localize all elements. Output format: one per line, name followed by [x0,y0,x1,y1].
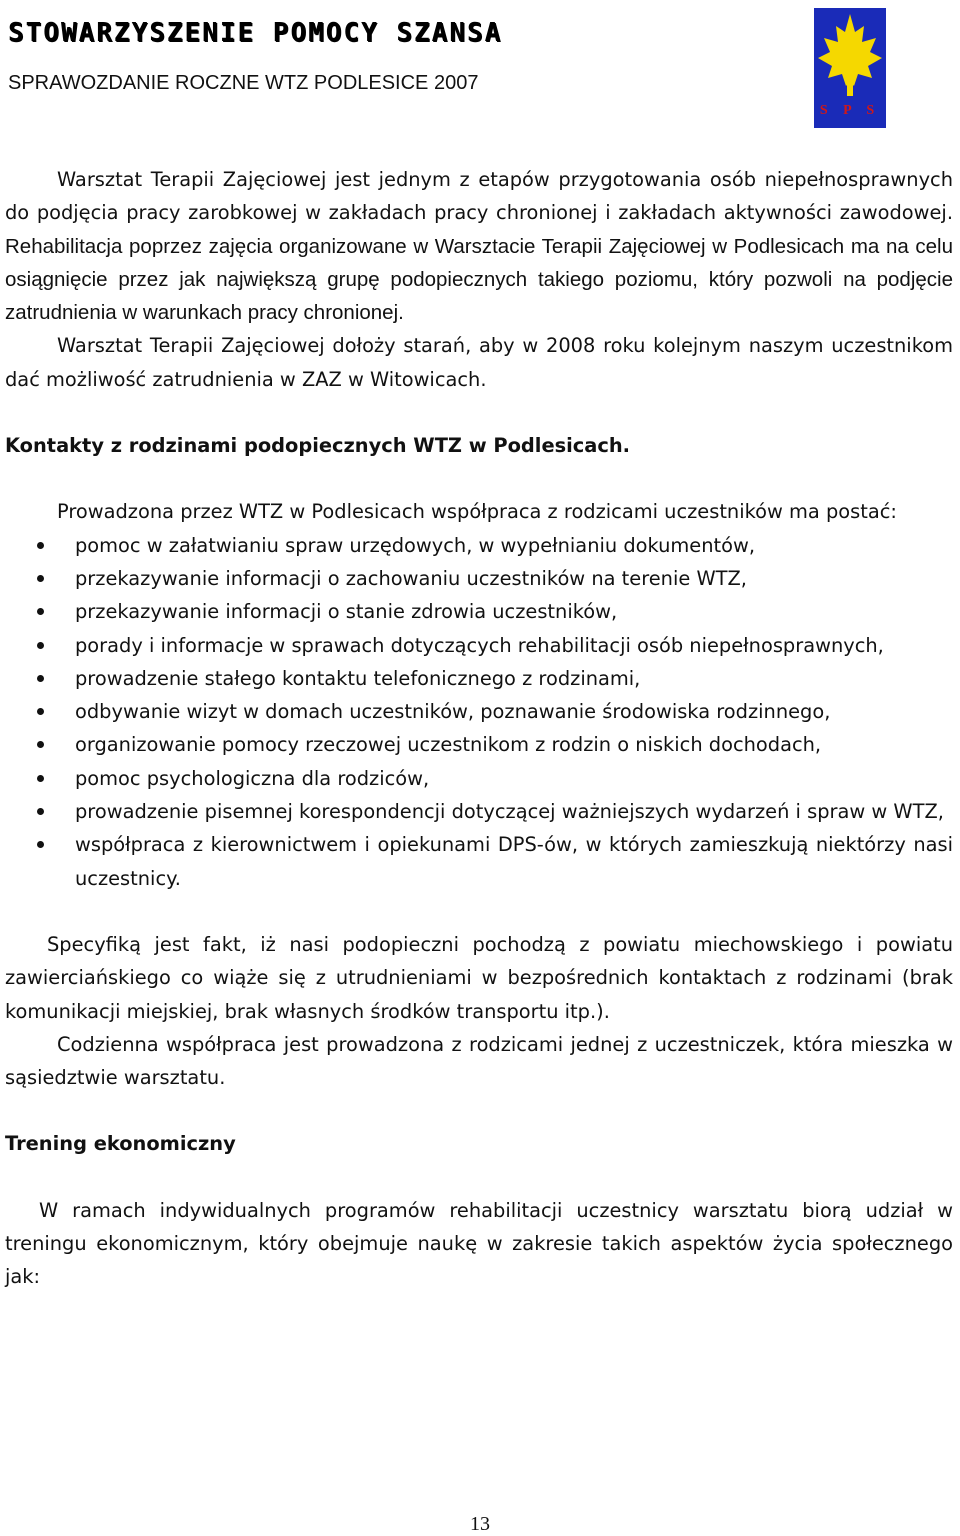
page-number: 13 [470,1513,490,1535]
organization-logo [814,8,886,128]
list-item: przekazywanie informacji o stanie zdrowia uczestników, [5,595,953,628]
section-heading-contacts: Kontakty z rodzinami podopiecznych WTZ w Podlesicach. [5,434,631,458]
bullet-icon [37,675,44,682]
bullet-icon [37,841,44,848]
list-item: prowadzenie stałego kontaktu telefonicznego z rodzinami, [5,662,953,695]
intro-paragraph-2: Warsztat Terapii Zajęciowej dołoży starań, aby w 2008 roku kolejnym naszym uczestnikom dać możliwość zatrudnienia w ZAZ w Witowicach. [5,334,953,391]
daily-cooperation-paragraph: Codzienna współpraca jest prowadzona z rodzicami jednej z uczestniczek, która mieszka w sąsiedztwie warsztatu. [5,1032,953,1090]
intro-text-part1: Warsztat Terapii Zajęciowej jest jednym z etapów przygotowania osób niepełnosprawnych do podjęcia pracy zarobkowej w zakładach pracy chronionej i zakładach aktywności zawodowej. [5,168,953,225]
list-item: pomoc w załatwianiu spraw urzędowych, w wypełnianiu dokumentów, [5,529,953,562]
list-item: pomoc psychologiczna dla rodziców, [5,762,953,795]
document-body [5,163,953,1294]
list-item: odbywanie wizyt w domach uczestników, poznawanie środowiska rodzinnego, [5,695,953,728]
list-item: współpraca z kierownictwem i opiekunami DPS-ów, w których zamieszkują niektórzy nasi uczestnicy. [5,828,953,895]
report-title: SPRAWOZDANIE ROCZNE WTZ PODLESICE 2007 [8,72,479,94]
economic-training-paragraph: W ramach indywidualnych programów rehabilitacji uczestnicy warsztatu biorą udział w treningu ekonomicznym, który obejmuje naukę w zakresie takich aspektów życia społecznego jak: [5,1198,953,1289]
bullet-icon [37,642,44,649]
maple-leaf-logo-icon [814,8,886,128]
intro-text-part2: Rehabilitacja poprzez zajęcia organizowane w Warsztacie Terapii Zajęciowej w Podlesicach ma na celu osiągnięcie przez jak największą grupę podopiecznych takiego poziomu, który pozwoli na podjęcie zatrudnienia w warunkach pracy chronionej. [5,234,953,325]
organization-name: STOWARZYSZENIE POMOCY SZANSA [8,18,503,48]
list-item: porady i informacje w sprawach dotyczących rehabilitacji osób niepełnosprawnych, [5,629,953,662]
section-heading-economic-training: Trening ekonomiczny [5,1132,236,1156]
bullet-icon [37,775,44,782]
bullet-icon [37,608,44,615]
bullet-icon [37,708,44,715]
bullet-icon [37,542,44,549]
bullet-icon [37,741,44,748]
bullet-icon [37,575,44,582]
list-item: przekazywanie informacji o zachowaniu uczestników na terenie WTZ, [5,562,953,595]
list-item: prowadzenie pisemnej korespondencji dotyczącej ważniejszych wydarzeń i spraw w WTZ, [5,795,953,828]
contacts-lead: Prowadzona przez WTZ w Podlesicach współpraca z rodzicami uczestników ma postać: [57,500,897,524]
contacts-list [5,529,953,895]
page-header [8,18,808,95]
list-item: organizowanie pomocy rzeczowej uczestnikom z rodzin o niskich dochodach, [5,728,953,761]
bullet-icon [37,808,44,815]
specifics-paragraph: Specyfiką jest fakt, iż nasi podopieczni pochodzą z powiatu miechowskiego i powiatu zawierciańskiego co wiąże się z utrudnieniami w bezpośrednich kontaktach z rodzinami (brak komunikacji miejskiej, brak własnych środków transportu itp.). [5,932,953,1023]
svg-text:S P S: S P S [819,103,881,118]
intro-paragraph [5,163,953,329]
